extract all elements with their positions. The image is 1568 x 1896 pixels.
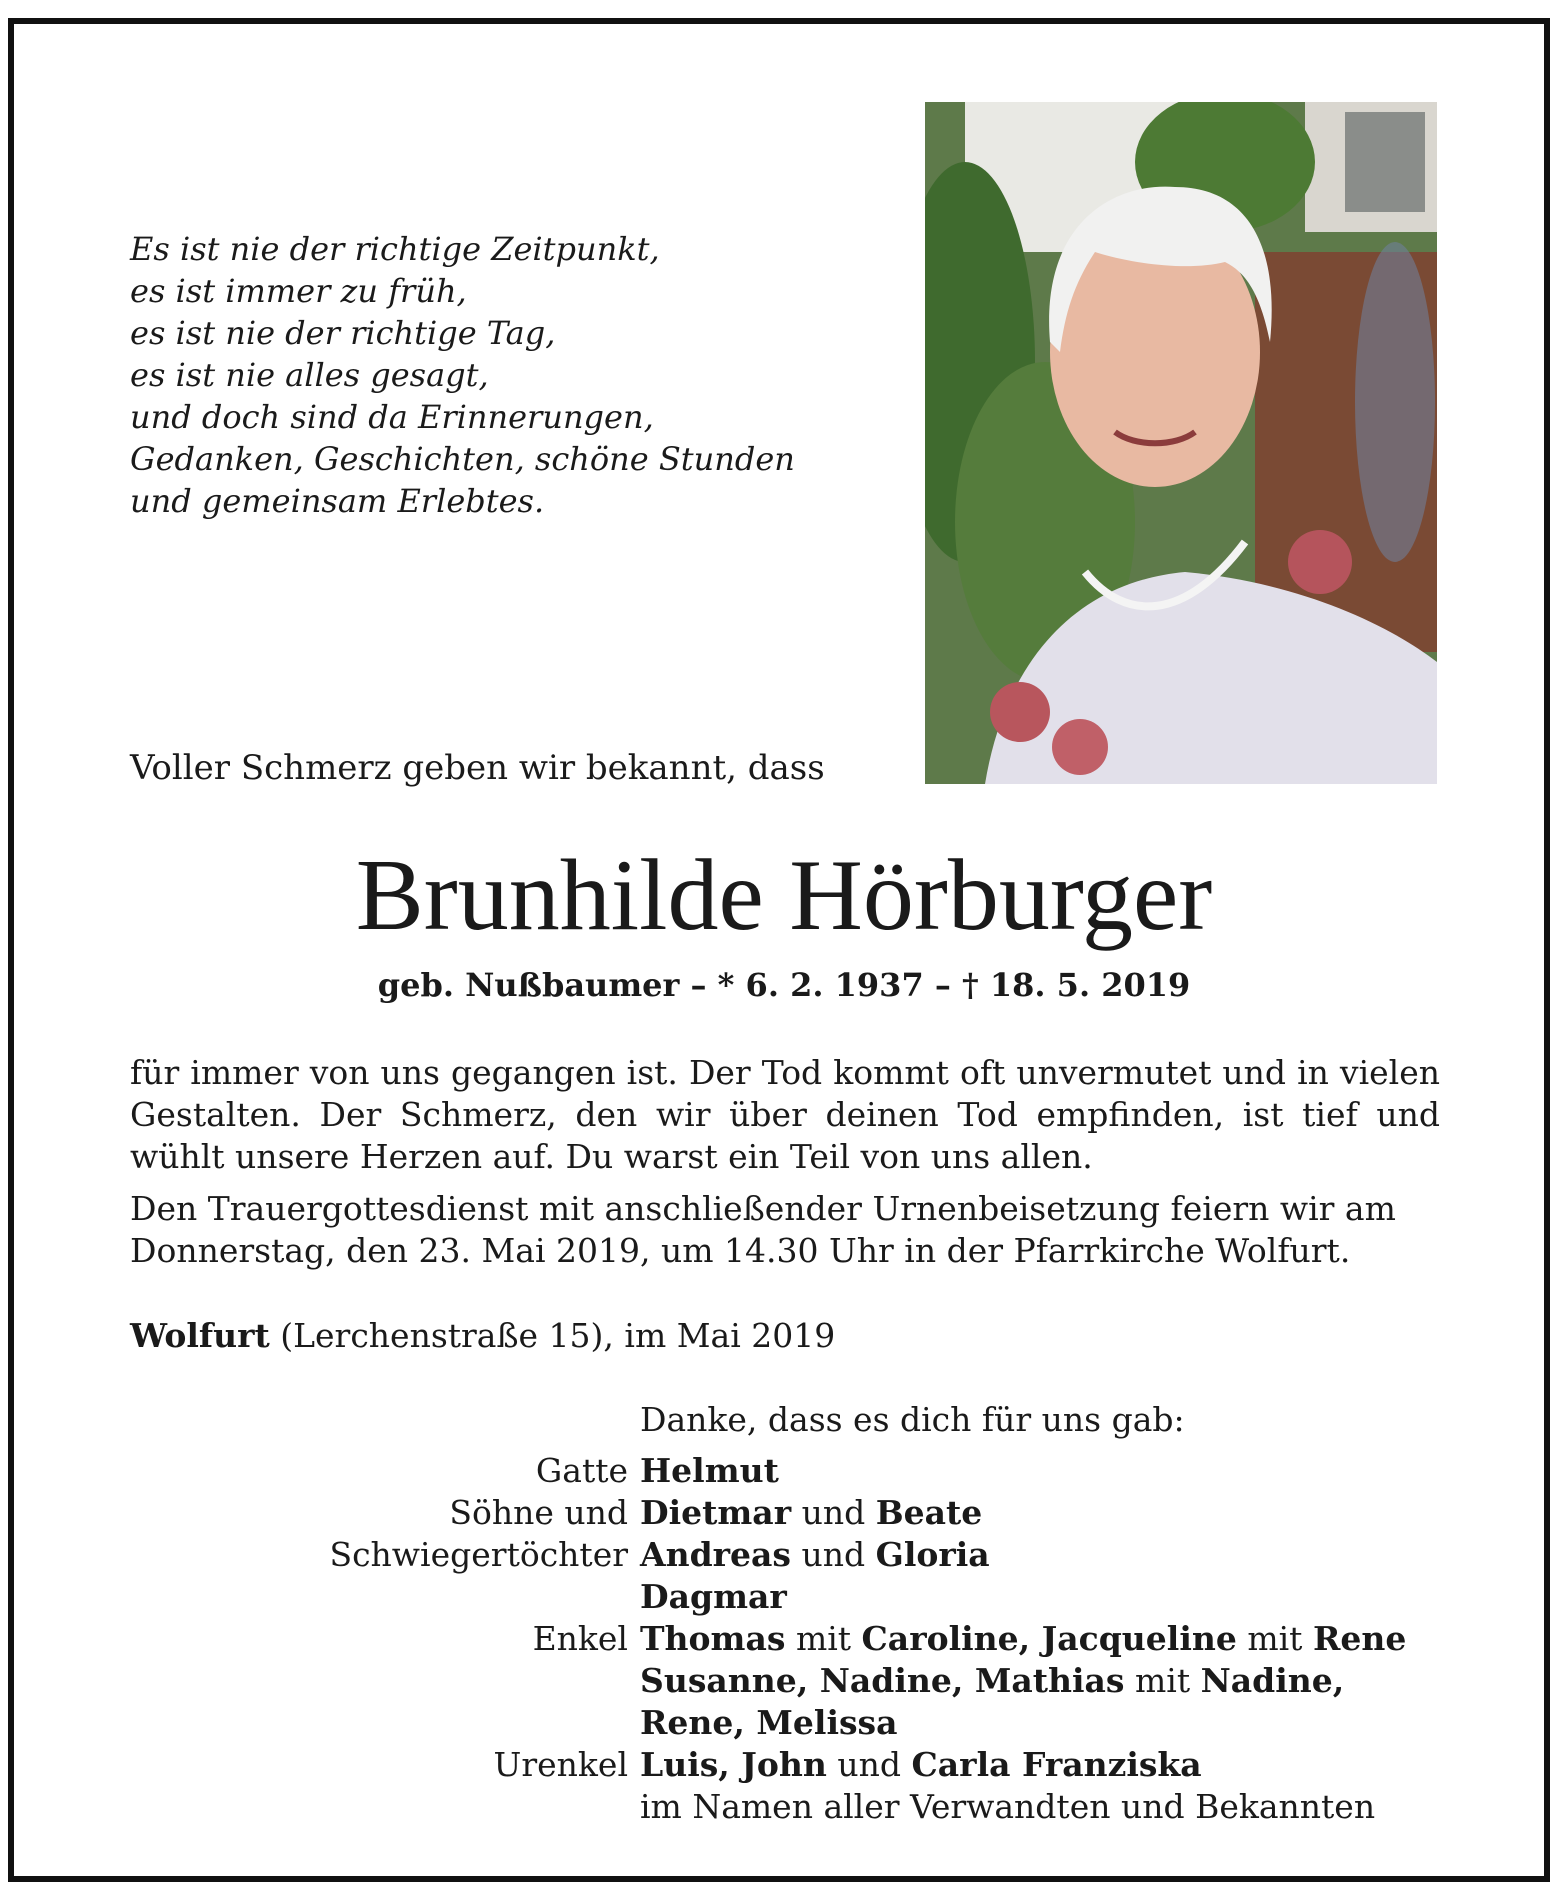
service-paragraph — [130, 1188, 1450, 1272]
family-list — [0, 1450, 1568, 1828]
person-name: Dietmar — [640, 1493, 792, 1532]
relation-names — [640, 1534, 990, 1576]
person-name: Rene, Melissa — [640, 1703, 898, 1742]
place-date — [130, 1316, 835, 1355]
family-row — [0, 1618, 1568, 1660]
relation-label: Enkel — [532, 1619, 628, 1658]
relation-names — [640, 1660, 1344, 1702]
connector: und — [826, 1745, 912, 1784]
person-name: Nadine, — [1200, 1661, 1345, 1700]
portrait-photo — [925, 102, 1437, 784]
service-line: Donnerstag, den 23. Mai 2019, um 14.30 Uhr in der Pfarrkirche Wolfurt. — [130, 1231, 1351, 1270]
relation-names — [640, 1702, 898, 1744]
intro-text: Voller Schmerz geben wir bekannt, dass — [130, 748, 825, 788]
relation-names — [640, 1576, 787, 1618]
poem-line: und doch sind da Erinnerungen, — [130, 398, 654, 436]
poem-line: es ist immer zu früh, — [130, 272, 467, 310]
person-name: Susanne, Nadine, Mathias — [640, 1661, 1125, 1700]
poem — [130, 228, 830, 522]
family-row — [0, 1786, 1568, 1828]
connector: mit — [1236, 1619, 1313, 1658]
poem-line: es ist nie alles gesagt, — [130, 356, 489, 394]
relation-names — [640, 1492, 982, 1534]
body-paragraph: für immer von uns gegangen ist. Der Tod kommt oft unvermutet und in vielen Gestalten. Der Schmerz, den wir über deinen Tod empfinden, ist tief und wühlt unsere Herzen auf. Du warst ein Teil von uns allen. — [130, 1053, 1440, 1176]
person-name: Caroline, Jacqueline — [861, 1619, 1237, 1658]
person-name: Beate — [875, 1493, 983, 1532]
relation-names — [640, 1744, 1202, 1786]
connector: mit — [1124, 1661, 1201, 1700]
person-name: Gloria — [875, 1535, 990, 1574]
family-row — [0, 1702, 1568, 1744]
closing-line: im Namen aller Verwandten und Bekannten — [640, 1787, 1376, 1826]
relation-names — [640, 1450, 779, 1492]
relation-names — [640, 1618, 1406, 1660]
relation-label: Urenkel — [493, 1745, 628, 1784]
thanks-line: Danke, dass es dich für uns gab: — [640, 1400, 1185, 1439]
family-row — [0, 1450, 1568, 1492]
person-name: Andreas — [640, 1535, 792, 1574]
connector: mit — [785, 1619, 862, 1658]
family-row — [0, 1660, 1568, 1702]
poem-line: Gedanken, Geschichten, schöne Stunden — [130, 440, 795, 478]
person-name: Helmut — [640, 1451, 779, 1490]
person-name: Rene — [1312, 1619, 1407, 1658]
family-row — [0, 1492, 1568, 1534]
connector: und — [791, 1493, 876, 1532]
service-line: Den Trauergottesdienst mit anschließender Urnenbeisetzung feiern wir am — [130, 1189, 1396, 1228]
poem-line: und gemeinsam Erlebtes. — [130, 482, 545, 520]
relation-label: Gatte — [535, 1451, 628, 1490]
place-rest: (Lerchenstraße 15), im Mai 2019 — [269, 1316, 836, 1355]
person-name: Luis, John — [640, 1745, 827, 1784]
relation-label: Söhne und — [449, 1493, 628, 1532]
poem-line: es ist nie der richtige Tag, — [130, 314, 556, 352]
person-name: Carla Franziska — [911, 1745, 1202, 1784]
family-row — [0, 1576, 1568, 1618]
birth-death-dates: geb. Nußbaumer – * 6. 2. 1937 – † 18. 5. 2019 — [377, 966, 1191, 1004]
relation-label: Schwiegertöchter — [329, 1535, 628, 1574]
person-name: Thomas — [640, 1619, 786, 1658]
family-row — [0, 1744, 1568, 1786]
poem-line: Es ist nie der richtige Zeitpunkt, — [130, 230, 660, 268]
family-row — [0, 1534, 1568, 1576]
deceased-name: Brunhilde Hörburger — [355, 839, 1213, 952]
person-name: Dagmar — [640, 1577, 787, 1616]
place-town: Wolfurt — [130, 1316, 270, 1355]
connector: und — [791, 1535, 876, 1574]
